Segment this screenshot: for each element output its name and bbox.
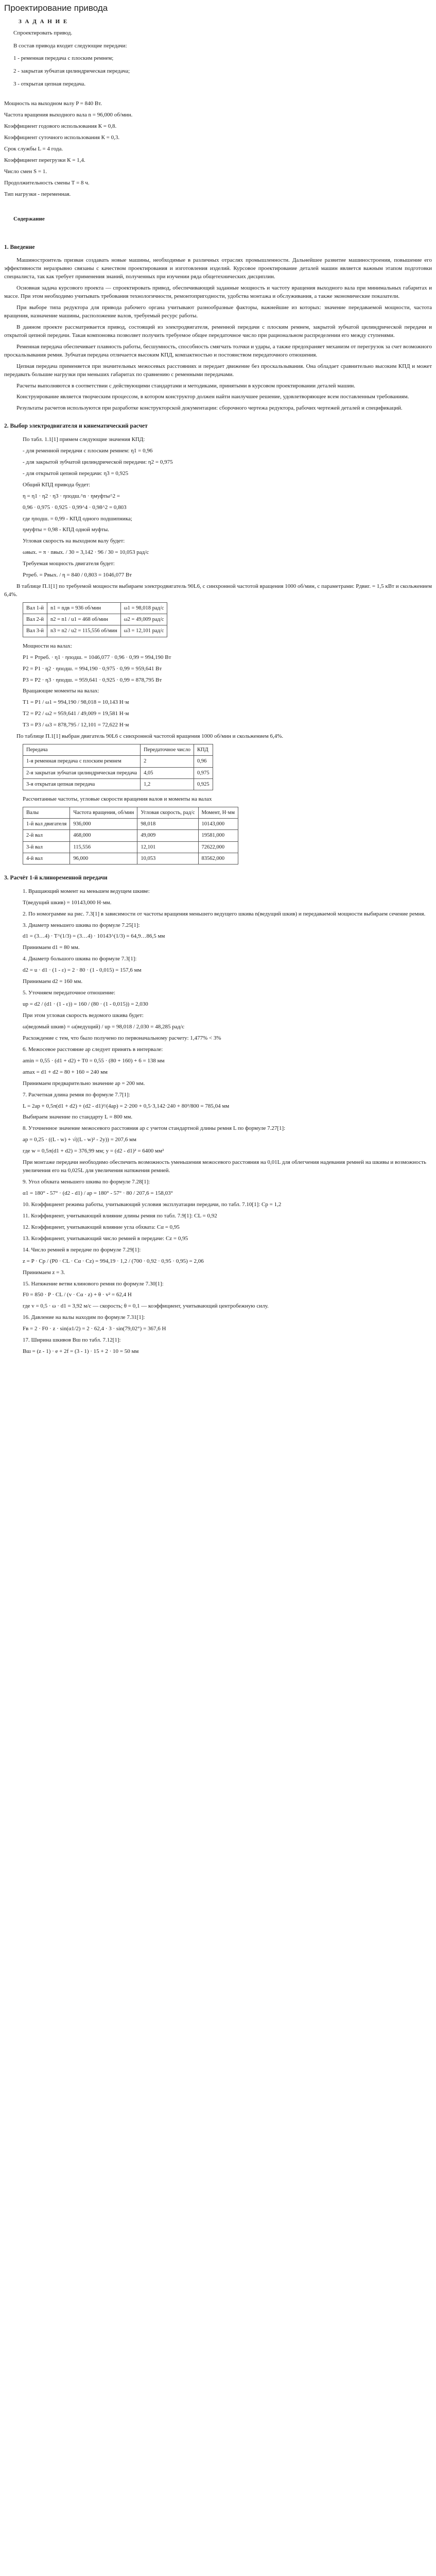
calc-line: 9. Угол обхвата меньшего шкива по формуле 7.28[1]:	[23, 1179, 150, 1185]
table-cell: ω3 = 12,101 рад/с	[120, 625, 167, 637]
calc-line: Вращающие моменты на валах:	[23, 688, 99, 694]
section-2-title: 2. Выбор электродвигателя и кинематический расчет	[4, 423, 148, 430]
table-row	[23, 853, 238, 864]
calc-line: 15. Натяжение ветви клинового ремня по формуле 7.30[1]:	[23, 1280, 164, 1287]
assignment-line: 2 - закрытая зубчатая цилиндрическая передача;	[13, 68, 130, 75]
calc-line: 17. Ширина шкивов Вш по табл. 7.12[1]:	[23, 1337, 121, 1344]
table-cell: 1,2	[141, 778, 194, 790]
param-line: Мощность на выходном валу P = 840 Вт.	[4, 100, 102, 107]
assignment-line: 3 - открытая цепная передача.	[13, 81, 86, 88]
table-caption: Рассчитанные частоты, угловые скорости вращения валов и моменты на валах	[23, 796, 212, 803]
calc-line: 10. Коэффициент режима работы, учитывающий условия эксплуатации передачи, по табл. 7.10[1]: Cp = 1,2	[23, 1201, 282, 1208]
calc-line: T2 = P2 / ω2 = 959,641 / 49,009 = 19,581 Н·м	[23, 710, 129, 717]
calc-line: Pтреб. = Pвых. / η = 840 / 0,803 = 1046,077 Вт	[23, 572, 132, 579]
table-cell: 2-я закрытая зубчатая цилиндрическая передача	[23, 767, 141, 778]
calc-line: 5. Уточняем передаточное отношение:	[23, 990, 116, 996]
calc-line: ap = 0,25 · ((L - w) + √((L - w)² - 2y)) = 207,6 мм	[23, 1137, 136, 1143]
calc-line: 14. Число ремней в передаче по формуле 7.29[1]:	[23, 1246, 141, 1253]
section-3-title: 3. Расчёт 1-й клиноременной передачи	[4, 875, 108, 882]
calc-line: 3. Диаметр меньшего шкива по формуле 7.25[1]:	[23, 922, 140, 928]
calc-line: Выбираем значение по стандарту L = 800 мм.	[23, 1114, 133, 1121]
paragraph: Цепная передача применяется при значительных межосевых расстояниях и передает движение без проскальзывания. Она обладает сравнительно высоким КПД и может передавать большие нагрузки при меньших габаритах по сравнению с ременными передачами.	[4, 363, 432, 378]
table-cell: 0,925	[194, 778, 213, 790]
shaft-speed-table	[23, 602, 167, 637]
calc-line: Вш = (z - 1) · e + 2f = (3 - 1) · 15 + 2 · 10 = 50 мм	[23, 1348, 139, 1355]
shaft-moments-table	[23, 807, 238, 865]
calc-line: - для открытой цепной передачи: η3 = 0,925	[23, 470, 129, 477]
calc-line: α1 = 180° - 57° · (d2 - d1) / ap = 180° - 57° · 80 / 207,6 = 158,03°	[23, 1190, 173, 1197]
document-title: Проектирование привода	[4, 3, 108, 13]
param-line: Коэффициент перегрузки К = 1,4.	[4, 157, 85, 163]
table-header-row	[23, 807, 238, 818]
table-cell: 3-й вал	[23, 841, 70, 853]
calc-line: где v = 0,5 · ω · d1 = 3,92 м/с — скорость; θ = 0,1 — коэффициент, учитывающий центробежную силу.	[23, 1303, 269, 1310]
calc-line: amax = d1 + d2 = 80 + 160 = 240 мм	[23, 1069, 108, 1075]
calc-line: Требуемая мощность двигателя будет:	[23, 561, 115, 567]
calc-line: P2 = P1 · η2 · ηподш. = 994,190 · 0,975 · 0,99 = 959,641 Вт	[23, 665, 162, 672]
assignment-heading: З А Д А Н И Е	[19, 18, 68, 25]
table-row	[23, 841, 238, 853]
calc-line: P1 = Pтреб. · η1 · ηподш. = 1046,077 · 0,96 · 0,99 = 994,190 Вт	[23, 654, 171, 660]
table-header-cell: Валы	[23, 807, 70, 818]
table-cell: 4-й вал	[23, 853, 70, 864]
table-header-cell: Частота вращения, об/мин	[70, 807, 137, 818]
calc-line: amin = 0,55 · (d1 + d2) + T0 = 0,55 · (80 + 160) + 6 = 138 мм	[23, 1057, 165, 1064]
paragraph: По таблице П.1[1] выбран двигатель 90L6 с синхронной частотой вращения 1000 об/мин и скольжением 6,4%.	[16, 733, 284, 740]
table-row	[23, 830, 238, 841]
table-cell: 115,556	[70, 841, 137, 853]
table-cell: 2-й вал	[23, 830, 70, 841]
contents-heading: Содержание	[13, 215, 45, 222]
transmission-table	[23, 744, 213, 790]
param-line: Частота вращения выходного вала n = 96,000 об/мин.	[4, 112, 133, 118]
param-line: Продолжительность смены Т = 8 ч.	[4, 179, 90, 186]
table-cell: Вал 3-й	[23, 625, 47, 637]
calc-line: где w = 0,5π(d1 + d2) = 376,99 мм; y = (d2 - d1)² = 6400 мм²	[23, 1148, 164, 1155]
calc-line: d1 = (3…4) · T^(1/3) = (3…4) · 10143^(1/3) = 64,9…86,5 мм	[23, 933, 165, 940]
table-cell: ω1 = 98,018 рад/с	[120, 603, 167, 614]
calc-line: 11. Коэффициент, учитывающий влияние длины ремня по табл. 7.9[1]: CL = 0,92	[23, 1212, 217, 1219]
table-cell: 12,101	[137, 841, 198, 853]
table-cell: 72622,000	[198, 841, 238, 853]
table-cell: 468,000	[70, 830, 137, 841]
calc-line: - для закрытой зубчатой цилиндрической передачи: η2 = 0,975	[23, 459, 173, 465]
table-cell: 936,000	[70, 819, 137, 830]
calc-line: T(ведущий шкив) = 10143,000 Н·мм.	[23, 899, 112, 906]
table-cell: 2	[141, 756, 194, 767]
table-row	[23, 603, 167, 614]
table-row	[23, 614, 167, 625]
paragraph: В таблице П.1[1] по требуемой мощности выбираем электродвигатель 90L6, с синхронной частотой вращения 1000 об/мин, с параметрами: Pдвиг. = 1,5 кВт и скольжением 6,4%.	[4, 583, 432, 598]
table-header-cell: Момент, Н·мм	[198, 807, 238, 818]
calc-line: 16. Давление на валы находим по формуле 7.31[1]:	[23, 1314, 145, 1321]
assignment-line: 1 - ременная передача с плоским ремнем;	[13, 55, 114, 62]
table-header-cell: Передача	[23, 744, 141, 756]
table-cell: 49,009	[137, 830, 198, 841]
calc-line: При этом угловая скорость ведомого шкива будет:	[23, 1012, 144, 1019]
table-cell: 10,053	[137, 853, 198, 864]
table-row	[23, 756, 213, 767]
calc-line: 0,96 · 0,975 · 0,925 · 0,99^4 · 0,98^2 = 0,803	[23, 504, 127, 511]
paragraph: Ременная передача обеспечивает плавность работы, бесшумность, способность смягчать толчки и удары, а также предохраняет механизм от перегрузок за счет возможного проскальзывания ремня. Зубчатая передача отличается высоким КПД, компактностью и постоянством передаточного отношения.	[4, 343, 432, 358]
table-cell: 4,05	[141, 767, 194, 778]
calc-line: Принимаем d2 = 160 мм.	[23, 978, 83, 985]
param-line: Срок службы L = 4 года.	[4, 146, 63, 152]
table-cell: 96,000	[70, 853, 137, 864]
calc-line: 7. Расчетная длина ремня по формуле 7.7[1]:	[23, 1091, 130, 1098]
calc-line: T3 = P3 / ω3 = 878,795 / 12,101 = 72,622 Н·м	[23, 722, 129, 728]
assignment-line: В состав привода входит следующие передачи:	[13, 42, 127, 49]
table-cell: 3-я открытая цепная передача	[23, 778, 141, 790]
section-1-title: 1. Введение	[4, 244, 35, 250]
table-cell: 19581,000	[198, 830, 238, 841]
assignment-line: Спроектировать привод.	[13, 29, 73, 36]
calc-line: ω(ведомый шкив) = ω(ведущий) / up = 98,018 / 2,030 = 48,285 рад/с	[23, 1023, 185, 1030]
section-3-body	[4, 888, 432, 1356]
calc-line: Расхождение с тем, что было получено по первоначальному расчету: 1,477% < 3%	[23, 1035, 221, 1041]
table-cell: 10143,000	[198, 819, 238, 830]
calc-line: Угловая скорость на выходном валу будет:	[23, 538, 125, 545]
table-cell: ω2 = 49,009 рад/с	[120, 614, 167, 625]
paragraph: Основная задача курсового проекта — спроектировать привод, обеспечивающий заданные мощность и частоту вращения выходного вала при минимальных габаритах и массе. При этом необходимо учитывать требования технологичности, ремонтопригодности, удобства монтажа и обслуживания, а также экономические показатели.	[4, 285, 432, 300]
calc-line: η = η1 · η2 · η3 · ηподш.^n · ηмуфты^2 =	[23, 493, 120, 499]
paragraph: Результаты расчетов используются при разработке конструкторской документации: сборочного чертежа редуктора, рабочих чертежей деталей и спецификаций.	[16, 405, 403, 412]
parameters-block	[4, 100, 432, 198]
table-cell: 0,96	[194, 756, 213, 767]
paragraph: Машиностроитель призван создавать новые машины, необходимые в различных отраслях промышленности. Дальнейшее развитие машиностроения, повышение его эффективности неразрывно связаны с качеством проектирования и изготовления изделий. Курсовое проектирование деталей машин является важным этапом подготовки специалиста, так как требует применения знаний, полученных при изучении ряда общетехнических дисциплин.	[4, 257, 432, 280]
calc-line: Принимаем z = 3.	[23, 1269, 65, 1276]
calc-line: F0 = 850 · P · CL / (v · Cα · z) + θ · v² = 62,4 Н	[23, 1292, 132, 1298]
calc-line: Общий КПД привода будет:	[23, 481, 91, 488]
calc-line: 8. Уточненное значение межосевого расстояния ap с учетом стандартной длины ремня L по формуле 7.27[1]:	[23, 1125, 286, 1132]
param-line: Число смен S = 1.	[4, 168, 47, 175]
table-cell: n3 = n2 / u2 = 115,556 об/мин	[47, 625, 121, 637]
table-cell: n1 = nдв = 936 об/мин	[47, 603, 121, 614]
calc-line: где ηподш. = 0,99 - КПД одного подшипника;	[23, 515, 132, 522]
calc-line: 2. По номограмме на рис. 7.3[1] в зависимости от частоты вращения меньшего ведущего шкива n(ведущий шкив) и передаваемой мощности выбираем сечение ремня.	[23, 910, 426, 917]
table-cell: 98,018	[137, 819, 198, 830]
calc-line: 12. Коэффициент, учитывающий влияние угла обхвата: Cα = 0,95	[23, 1224, 180, 1230]
table-cell: 1-й вал двигателя	[23, 819, 70, 830]
table-cell: 1-я ременная передача с плоским ремнем	[23, 756, 141, 767]
paragraph: Расчеты выполняются в соответствии с действующими стандартами и методиками, принятыми в курсовом проектировании деталей машин.	[16, 382, 356, 389]
calc-line: up = d2 / (d1 · (1 - ε)) = 160 / (80 · (1 - 0,015)) = 2,030	[23, 1001, 148, 1008]
calc-line: Принимаем d1 = 80 мм.	[23, 944, 80, 951]
calc-line: ηмуфты = 0,98 - КПД одной муфты.	[23, 527, 109, 533]
assignment-block	[13, 18, 432, 89]
table-row	[23, 819, 238, 830]
param-line: Коэффициент суточного использования К = 0,3.	[4, 134, 120, 141]
calc-line: - для ременной передачи с плоским ремнем: η1 = 0,96	[23, 447, 153, 454]
calc-line: L = 2ap + 0,5π(d1 + d2) + (d2 - d1)²/(4ap) = 2·200 + 0,5·3,142·240 + 80²/800 = 785,04 мм	[23, 1103, 230, 1109]
table-cell: n2 = n1 / u1 = 468 об/мин	[47, 614, 121, 625]
table-cell: Вал 1-й	[23, 603, 47, 614]
calc-line: Мощности на валах:	[23, 642, 72, 649]
calc-line: T1 = P1 / ω1 = 994,190 / 98,018 = 10,143 Н·м	[23, 699, 129, 706]
table-header-cell: Угловая скорость, рад/с	[137, 807, 198, 818]
table-header-row	[23, 744, 213, 756]
calc-line: z = P · Cp / (P0 · CL · Cα · Cz) = 994,19 · 1,2 / (700 · 0,92 · 0,95 · 0,95) = 2,06	[23, 1258, 204, 1264]
table-cell: Вал 2-й	[23, 614, 47, 625]
calc-line: По табл. 1.1[1] примем следующие значения КПД:	[23, 436, 145, 443]
calc-line: 4. Диаметр большого шкива по формуле 7.3[1]:	[23, 956, 137, 962]
calc-line: Fв = 2 · F0 · z · sin(α1/2) = 2 · 62,4 · 3 · sin(79,02°) = 367,6 Н	[23, 1326, 166, 1332]
table-row	[23, 778, 213, 790]
calc-line: Принимаем предварительно значение ap = 200 мм.	[23, 1080, 145, 1087]
calc-line: 13. Коэффициент, учитывающий число ремней в передаче: Cz = 0,95	[23, 1235, 188, 1242]
calc-line: 6. Межосевое расстояние ap следует принять в интервале:	[23, 1046, 163, 1053]
paragraph: В данном проекте рассматривается привод, состоящий из электродвигателя, ременной передачи с плоским ремнем, закрытой зубчатой цилиндрической передачи и открытой цепной передачи. Такая компоновка позволяет получить требуемое общее передаточное число при рациональном распределении его между ступенями.	[4, 324, 432, 338]
table-cell: 0,975	[194, 767, 213, 778]
param-line: Коэффициент годового использования К = 0,8.	[4, 123, 117, 130]
calc-line: P3 = P2 · η3 · ηподш. = 959,641 · 0,925 · 0,99 = 878,795 Вт	[23, 676, 162, 683]
table-row	[23, 767, 213, 778]
calc-line: 1. Вращающий момент на меньшем ведущем шкиве:	[23, 888, 150, 894]
paragraph: Конструирование является творческим процессом, в котором конструктор должен найти наилучшее решение, удовлетворяющее всем поставленным требованиям.	[16, 394, 409, 400]
calc-line: При монтаже передачи необходимо обеспечить возможность уменьшения межосевого расстояния на 0,01L для облегчения надевания ремней на шкивы и возможность увеличения его на 0,025L для увеличения натяжения ремней.	[23, 1159, 426, 1174]
param-line: Тип нагрузки - переменная.	[4, 191, 71, 197]
table-row	[23, 625, 167, 637]
calc-line: ωвых. = π · nвых. / 30 = 3,142 · 96 / 30 = 10,053 рад/с	[23, 549, 149, 556]
table-cell: 83562,000	[198, 853, 238, 864]
table-header-cell: КПД	[194, 744, 213, 756]
table-header-cell: Передаточное число	[141, 744, 194, 756]
paragraph: При выборе типа редуктора для привода рабочего органа учитывают разнообразные факторы, важнейшие из которых: значение передаваемой мощности, частота вращения, назначение машины, расположение валов, требуемый ресурс работы.	[4, 304, 432, 319]
calc-line: d2 = u · d1 · (1 - ε) = 2 · 80 · (1 - 0,015) = 157,6 мм	[23, 967, 142, 974]
